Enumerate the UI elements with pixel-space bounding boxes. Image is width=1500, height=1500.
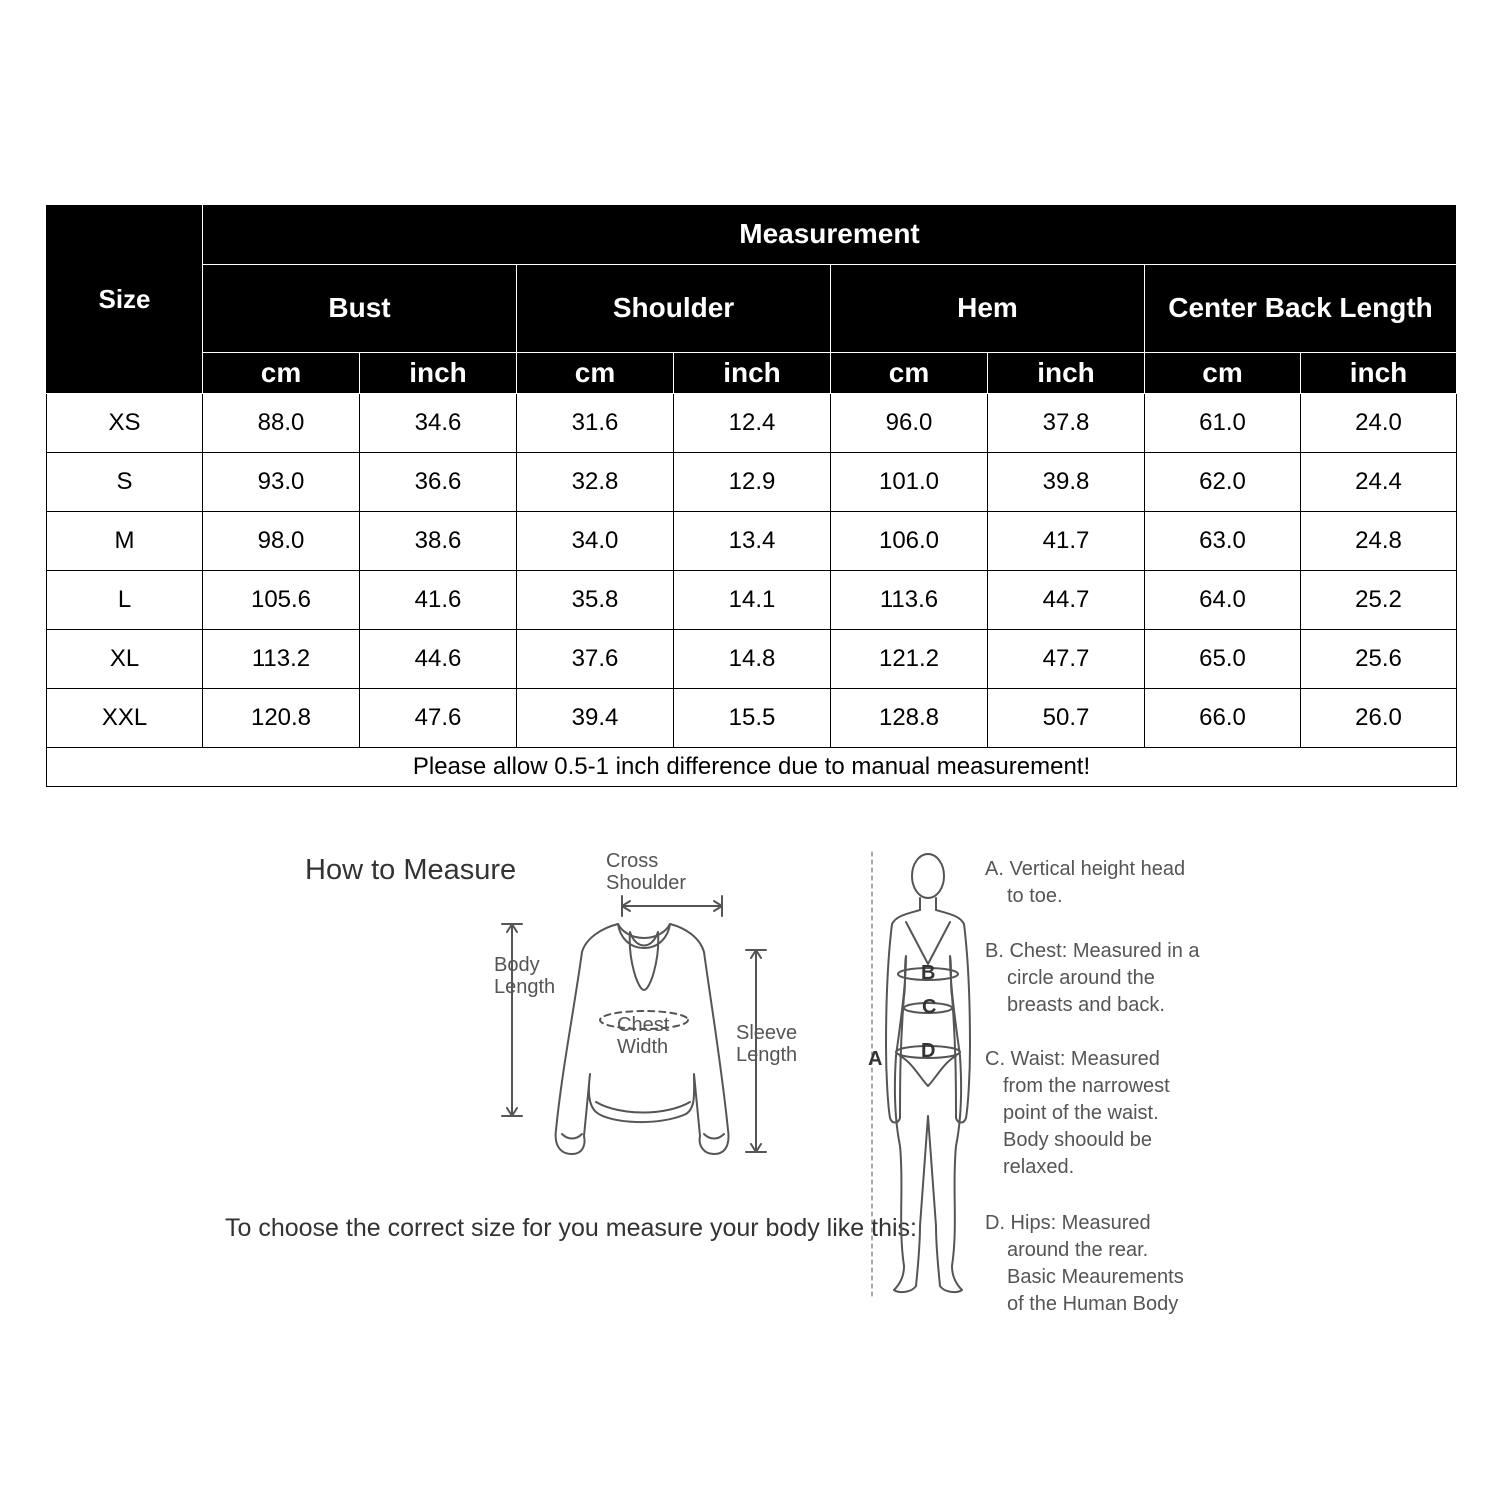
measurement-cell: 34.6 [360, 394, 517, 453]
size-header: Size [47, 205, 203, 394]
table-row [47, 394, 1457, 453]
measurement-cell: 106.0 [831, 512, 988, 571]
table-body [47, 394, 1457, 748]
measurement-cell: 62.0 [1145, 453, 1301, 512]
measurement-cell: 39.8 [988, 453, 1145, 512]
measurement-cell: 37.6 [517, 630, 674, 689]
unit-header: inch [1301, 352, 1457, 393]
measurement-cell: 14.8 [674, 630, 831, 689]
measurement-cell: 113.6 [831, 571, 988, 630]
measurement-cell: 13.4 [674, 512, 831, 571]
note-hips: D. Hips: Measured around the rear. Basic Meaurements of the Human Body [985, 1212, 1184, 1315]
measurement-cell: 47.7 [988, 630, 1145, 689]
figure-label-c: C [922, 996, 937, 1018]
size-cell: S [47, 453, 203, 512]
size-chart-table [46, 204, 1457, 787]
measurement-cell: 24.8 [1301, 512, 1457, 571]
measurement-cell: 64.0 [1145, 571, 1301, 630]
unit-header: cm [517, 352, 674, 393]
note-height: A. Vertical height head to toe. [985, 858, 1186, 907]
measurement-cell: 39.4 [517, 689, 674, 748]
measurement-cell: 32.8 [517, 453, 674, 512]
size-cell: L [47, 571, 203, 630]
size-cell: M [47, 512, 203, 571]
measurement-cell: 101.0 [831, 453, 988, 512]
table-row [47, 689, 1457, 748]
measure-instruction: To choose the correct size for you measure your body like this: [225, 1214, 917, 1242]
measurement-cell: 93.0 [203, 453, 360, 512]
measurement-cell: 41.7 [988, 512, 1145, 571]
measurement-cell: 61.0 [1145, 394, 1301, 453]
measurement-cell: 121.2 [831, 630, 988, 689]
measurement-cell: 105.6 [203, 571, 360, 630]
body-figure-diagram [860, 846, 980, 1306]
unit-header: inch [674, 352, 831, 393]
measurement-cell: 63.0 [1145, 512, 1301, 571]
group-header-bust: Bust [203, 264, 517, 352]
table-header [47, 205, 1457, 394]
sleeve-length-label: Sleeve Length [736, 1022, 798, 1066]
group-header-center-back-length: Center Back Length [1145, 264, 1457, 352]
measurement-cell: 88.0 [203, 394, 360, 453]
measurement-cell: 66.0 [1145, 689, 1301, 748]
measurement-cell: 24.0 [1301, 394, 1457, 453]
unit-header: cm [203, 352, 360, 393]
body-length-label: Body Length [494, 954, 556, 998]
group-header-shoulder: Shoulder [517, 264, 831, 352]
cross-shoulder-label: Cross Shoulder [606, 850, 687, 894]
chest-width-label: Chest Width [617, 1014, 670, 1058]
measurement-cell: 34.0 [517, 512, 674, 571]
unit-header: cm [831, 352, 988, 393]
how-to-measure-title: How to Measure [305, 854, 517, 886]
unit-header: cm [1145, 352, 1301, 393]
figure-label-b: B [921, 962, 936, 984]
measurement-header: Measurement [203, 205, 1457, 265]
measurement-cell: 25.2 [1301, 571, 1457, 630]
measurement-cell: 44.7 [988, 571, 1145, 630]
measurement-cell: 41.6 [360, 571, 517, 630]
measurement-cell: 14.1 [674, 571, 831, 630]
size-cell: XXL [47, 689, 203, 748]
size-cell: XS [47, 394, 203, 453]
measurement-cell: 65.0 [1145, 630, 1301, 689]
measurement-cell: 128.8 [831, 689, 988, 748]
size-cell: XL [47, 630, 203, 689]
measurement-cell: 50.7 [988, 689, 1145, 748]
measurement-cell: 47.6 [360, 689, 517, 748]
measurement-cell: 37.8 [988, 394, 1145, 453]
unit-header: inch [988, 352, 1145, 393]
measurement-cell: 36.6 [360, 453, 517, 512]
note-waist: C. Waist: Measured from the narrowest point of the waist. Body shoould be relaxed. [985, 1048, 1170, 1178]
note-chest: B. Chest: Measured in a circle around the breasts and back. [985, 940, 1200, 1016]
table-row [47, 571, 1457, 630]
figure-label-d: D [921, 1040, 936, 1062]
measurement-cell: 12.9 [674, 453, 831, 512]
unit-header: inch [360, 352, 517, 393]
group-header-hem: Hem [831, 264, 1145, 352]
measurement-cell: 31.6 [517, 394, 674, 453]
measurement-cell: 113.2 [203, 630, 360, 689]
table-row [47, 453, 1457, 512]
measurement-cell: 44.6 [360, 630, 517, 689]
measurement-cell: 26.0 [1301, 689, 1457, 748]
measurement-cell: 98.0 [203, 512, 360, 571]
measurement-cell: 96.0 [831, 394, 988, 453]
measurement-cell: 120.8 [203, 689, 360, 748]
head-outline [912, 854, 944, 898]
table-row [47, 630, 1457, 689]
figure-label-a: A [868, 1048, 883, 1070]
measurement-cell: 35.8 [517, 571, 674, 630]
measurement-cell: 25.6 [1301, 630, 1457, 689]
table-row [47, 512, 1457, 571]
measurement-cell: 38.6 [360, 512, 517, 571]
measurement-cell: 24.4 [1301, 453, 1457, 512]
measurement-cell: 12.4 [674, 394, 831, 453]
measurement-cell: 15.5 [674, 689, 831, 748]
measurement-note: Please allow 0.5-1 inch difference due to manual measurement! [47, 748, 1457, 787]
